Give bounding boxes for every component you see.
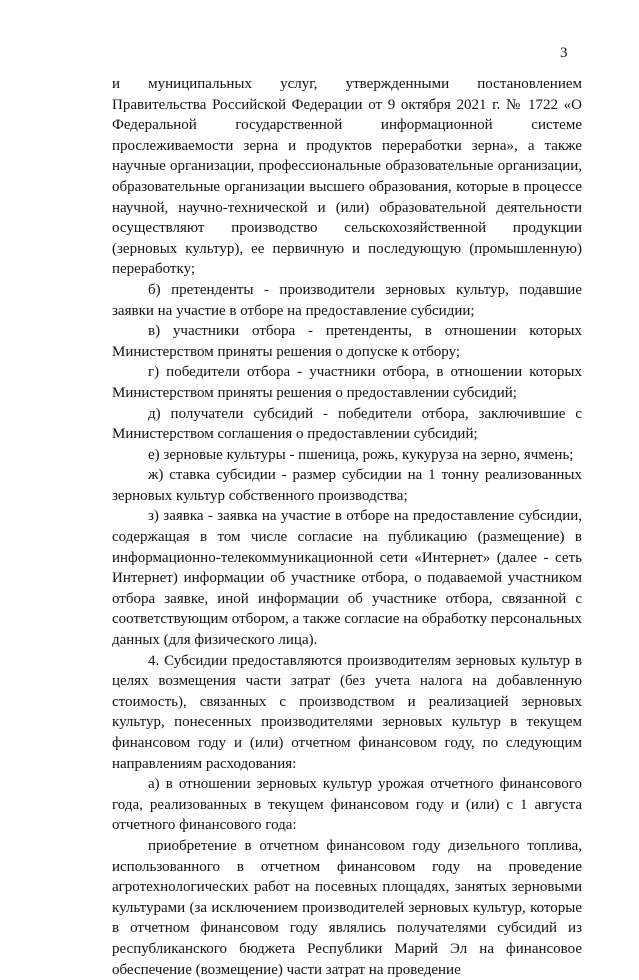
- paragraph-clause-4: 4. Субсидии предоставляются производителям зерновых культур в целях возмещения части затрат (без учета налога на добавленную стоимость), связанных с производством и реализацией зерновых культур, понесенных производителями зерновых культур в текущем финансовом году и (или) отчетном финансовом году, по следующим направлениям расходования:: [112, 652, 582, 772]
- paragraph-definition-b: б) претенденты - производители зерновых культур, подавшие заявки на участие в отборе на предоставление субсидии;: [112, 281, 582, 319]
- paragraph-clause-4a: а) в отношении зерновых культур урожая отчетного финансового года, реализованных в текущем финансовом году и (или) с 1 августа отчетного финансового года:: [112, 776, 582, 834]
- paragraph-fuel-purchase: приобретение в отчетном финансовом году дизельного топлива, использованного в отчетном финансовом году на проведение агротехнологических работ на посевных площадях, занятых зерновыми культурами (за исключением производителей зерновых культур, которые в отчетном финансовом году являлись получателями субсидий из республиканского бюджета Республики Марий Эл на финансовое обеспечение (возмещение) части затрат на проведение: [112, 837, 582, 978]
- paragraph-definition-z: з) заявка - заявка на участие в отборе на предоставление субсидии, содержащая в том числе согласие на публикацию (размещение) в информационно-телекоммуникационной сети «Интернет» (далее - сеть Интернет) информации об участнике отбора, о подаваемой участником отбора заявке, иной информации об участнике отбора, связанной с соответствующим отбором, а также согласие на обработку персональных данных (для физического лица).: [112, 508, 582, 649]
- page-number: 3: [560, 45, 568, 61]
- paragraph-definition-e: е) зерновые культуры - пшеница, рожь, кукуруза на зерно, ячмень;: [148, 446, 574, 463]
- paragraph-definition-zh: ж) ставка субсидии - размер субсидии на 1 тонну реализованных зерновых культур собственного производства;: [112, 467, 582, 504]
- paragraph-definition-v: в) участники отбора - претенденты, в отношении которых Министерством приняты решения о допуске к отбору;: [112, 323, 582, 360]
- document-body: [112, 74, 582, 980]
- paragraph-intro-continued: и муниципальных услуг, утвержденными постановлением Правительства Российской Федерации от 9 октября 2021 г. № 1722 «О Федеральной государственной информационной системе прослеживаемости зерна и продуктов переработки зерна», а также научные организации, профессиональные образовательные организации, образовательные организации высшего образования, которые в процессе научной, научно-технической и (или) образовательной деятельности осуществляют производство сельскохозяйственной продукции (зерновых культур), ее первичную и последующую (промышленную) переработку;: [112, 76, 582, 278]
- paragraph-definition-d: д) получатели субсидий - победители отбора, заключившие с Министерством соглашения о предоставлении субсидий;: [112, 405, 582, 443]
- paragraph-definition-g: г) победители отбора - участники отбора, в отношении которых Министерством приняты решения о предоставлении субсидий;: [112, 364, 582, 401]
